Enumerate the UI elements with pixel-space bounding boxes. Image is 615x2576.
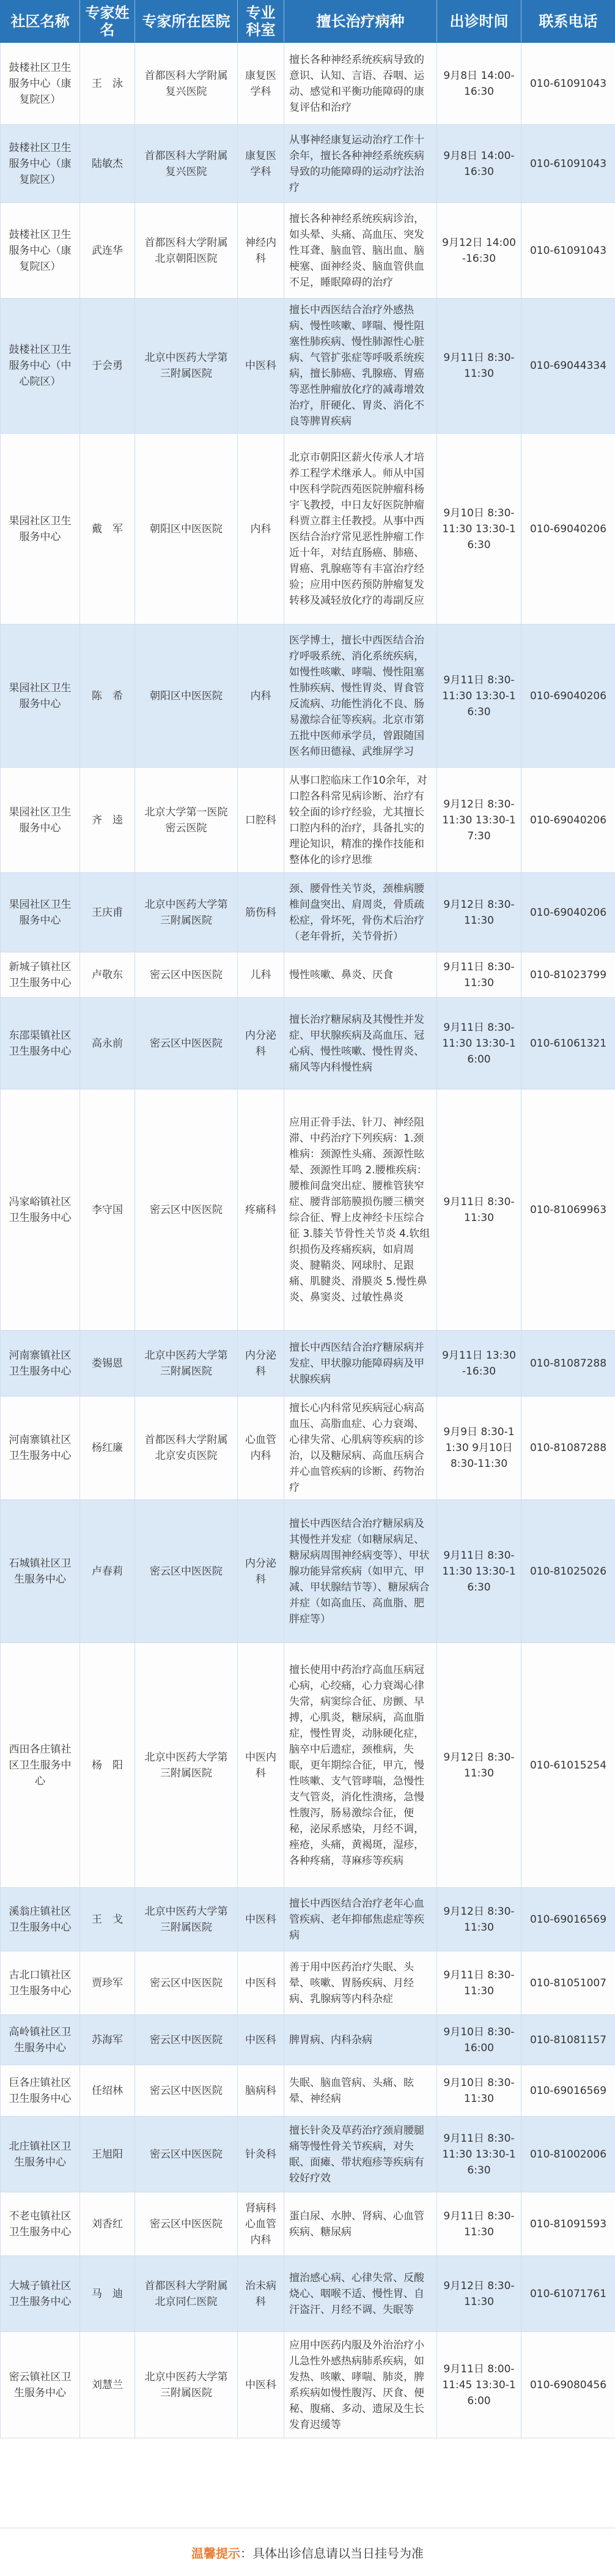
cell-center: 新城子镇社区卫生服务中心 xyxy=(1,952,80,998)
cell-specialty: 慢性咳嗽、鼻炎、厌食 xyxy=(284,952,437,998)
cell-center: 河南寨镇社区卫生服务中心 xyxy=(1,1397,80,1500)
table-row xyxy=(1,2256,615,2332)
cell-hospital: 首都医科大学附属北京朝阳医院 xyxy=(135,203,238,299)
cell-hospital: 密云区中医医院 xyxy=(135,1500,238,1643)
cell-center: 溪翁庄镇社区卫生服务中心 xyxy=(1,1888,80,1951)
cell-hospital: 北京中医药大学第三附属医院 xyxy=(135,1643,238,1888)
cell-phone: 010-69040206 xyxy=(521,873,615,952)
cell-phone: 010-69016569 xyxy=(521,1888,615,1951)
cell-dept: 康复医学科 xyxy=(238,43,284,125)
cell-hospital: 密云区中医医院 xyxy=(135,1089,238,1331)
cell-dept: 治未病科 xyxy=(238,2256,284,2332)
cell-phone: 010-61091043 xyxy=(521,43,615,125)
cell-phone: 010-69040206 xyxy=(521,434,615,625)
cell-dept: 中医科 xyxy=(238,2015,284,2065)
cell-phone: 010-69040206 xyxy=(521,625,615,768)
cell-time: 9月12日 8:30-11:30 13:30-17:30 xyxy=(437,768,521,873)
cell-specialty: 蛋白尿、水肿、肾病、心血管疾病、糖尿病 xyxy=(284,2192,437,2256)
cell-phone: 010-81091593 xyxy=(521,2192,615,2256)
cell-hospital: 北京中医药大学第三附属医院 xyxy=(135,1888,238,1951)
cell-dept: 疼痛科 xyxy=(238,1089,284,1331)
table-row xyxy=(1,1643,615,1888)
cell-center: 果园社区卫生服务中心 xyxy=(1,434,80,625)
table-row xyxy=(1,2332,615,2438)
cell-name: 苏海军 xyxy=(80,2015,135,2065)
cell-name: 陈 希 xyxy=(80,625,135,768)
table-row xyxy=(1,1500,615,1643)
cell-hospital: 首都医科大学附属复兴医院 xyxy=(135,43,238,125)
cell-dept: 康复医学科 xyxy=(238,125,284,203)
cell-time: 9月11日 8:30-11:30 xyxy=(437,1951,521,2015)
cell-time: 9月12日 8:30-11:30 xyxy=(437,1643,521,1888)
cell-specialty: 擅长中西医结合治疗糖尿病及其慢性并发症（如糖尿病足、糖尿病周围神经病变等）、甲状腺功能异常疾病（如甲亢、甲减、甲状腺结节等）、糖尿病合并症（如高血压、高血脂、肥胖症等） xyxy=(284,1500,437,1643)
tip-label: 温馨提示 xyxy=(191,2544,240,2561)
cell-time: 9月8日 14:00-16:30 xyxy=(437,125,521,203)
cell-center: 果园社区卫生服务中心 xyxy=(1,768,80,873)
cell-phone: 010-81087288 xyxy=(521,1331,615,1397)
cell-name: 王旭阳 xyxy=(80,2117,135,2192)
cell-name: 武连华 xyxy=(80,203,135,299)
cell-specialty: 脾胃病、内科杂病 xyxy=(284,2015,437,2065)
cell-phone: 010-69044334 xyxy=(521,299,615,434)
cell-hospital: 密云区中医医院 xyxy=(135,952,238,998)
cell-name: 陆敏杰 xyxy=(80,125,135,203)
cell-hospital: 北京中医药大学第三附属医院 xyxy=(135,1331,238,1397)
cell-center: 北庄镇社区卫生服务中心 xyxy=(1,2117,80,2192)
cell-name: 卢春莉 xyxy=(80,1500,135,1643)
cell-name: 贾珍军 xyxy=(80,1951,135,2015)
cell-center: 果园社区卫生服务中心 xyxy=(1,625,80,768)
cell-center: 东邵渠镇社区卫生服务中心 xyxy=(1,998,80,1089)
cell-time: 9月10日 8:30-16:00 xyxy=(437,2015,521,2065)
cell-dept: 中医内科 xyxy=(238,1643,284,1888)
table-row xyxy=(1,768,615,873)
cell-dept: 中医科 xyxy=(238,299,284,434)
cell-time: 9月11日 8:00-11:45 13:30-16:00 xyxy=(437,2332,521,2438)
cell-specialty: 擅长针灸及草药治疗颈肩腰腿痛等慢性骨关节疾病，对失眠、面瘫、带状疱疹等疾病有较好疗效 xyxy=(284,2117,437,2192)
cell-hospital: 首都医科大学附属复兴医院 xyxy=(135,125,238,203)
cell-dept: 针灸科 xyxy=(238,2117,284,2192)
cell-center: 古北口镇社区卫生服务中心 xyxy=(1,1951,80,2015)
cell-dept: 内分泌科 xyxy=(238,1331,284,1397)
cell-phone: 010-61015254 xyxy=(521,1643,615,1888)
cell-dept: 内分泌科 xyxy=(238,1500,284,1643)
cell-name: 王 戈 xyxy=(80,1888,135,1951)
cell-hospital: 密云区中医医院 xyxy=(135,2015,238,2065)
cell-specialty: 应用正骨手法、针刀、神经阻滞、中药治疗下列疾病：1.颈椎病：颈源性头痛、颈源性眩晕、颈源性耳鸣 2.腰椎疾病：腰椎间盘突出症、腰椎管狭窄症、腰背部筋膜损伤腰三横突综合征、臀上皮神经卡压综合征 3.膝关节骨性关节炎 4.软组织损伤及疼痛疾病，如肩周炎、腱鞘炎、网球肘、足跟痛、肌腱炎、滑膜炎 5.慢性鼻炎、鼻窦炎、过敏性鼻炎 xyxy=(284,1089,437,1331)
cell-time: 9月10日 8:30-11:30 13:30-16:30 xyxy=(437,434,521,625)
cell-name: 刘慧兰 xyxy=(80,2332,135,2438)
cell-name: 刘香红 xyxy=(80,2192,135,2256)
cell-name: 高永前 xyxy=(80,998,135,1089)
cell-hospital: 密云区中医医院 xyxy=(135,2192,238,2256)
cell-center: 石城镇社区卫生服务中心 xyxy=(1,1500,80,1643)
cell-center: 河南寨镇社区卫生服务中心 xyxy=(1,1331,80,1397)
cell-specialty: 北京市朝阳区薪火传承人才培养工程学术继承人。师从中国中医科学院西苑医院肿瘤科杨宇飞教授，中日友好医院肿瘤科贾立群主任教授。从事中西医结合治疗常见恶性肿瘤工作近十年，对结直肠癌、肺癌、胃癌、乳腺癌等有丰富治疗经验；应用中医药预防肿瘤复发转移及减轻放化疗的毒副反应 xyxy=(284,434,437,625)
cell-specialty: 擅长治疗糖尿病及其慢性并发症、甲状腺疾病及高血压、冠心病、慢性咳嗽、慢性胃炎、痛风等内科慢性病 xyxy=(284,998,437,1089)
cell-specialty: 擅长各种神经系统疾病诊治，如头晕、头痛、高血压、突发性耳聋、脑血管、脑出血、脑梗塞、面神经炎、脑血管供血不足，睡眠障碍的治疗 xyxy=(284,203,437,299)
cell-time: 9月11日 8:30-11:30 xyxy=(437,2192,521,2256)
cell-name: 王庆甫 xyxy=(80,873,135,952)
header-time: 出诊时间 xyxy=(437,1,521,43)
cell-dept: 脑病科 xyxy=(238,2065,284,2117)
cell-dept: 肾病科 心血管内科 xyxy=(238,2192,284,2256)
cell-phone: 010-81081157 xyxy=(521,2015,615,2065)
cell-name: 杨 阳 xyxy=(80,1643,135,1888)
cell-hospital: 首都医科大学附属北京同仁医院 xyxy=(135,2256,238,2332)
cell-phone: 010-61071761 xyxy=(521,2256,615,2332)
cell-specialty: 应用中医药内服及外治治疗小儿急性外感热病肺系疾病，如发热、咳嗽、哮喘、肺炎，脾系疾病如慢性腹泻、厌食、便秘、腹痛、多动、遗尿及生长发育迟缓等 xyxy=(284,2332,437,2438)
cell-name: 齐 逵 xyxy=(80,768,135,873)
cell-time: 9月11日 8:30-11:30 xyxy=(437,1089,521,1331)
header-dept: 专业科室 xyxy=(238,1,284,43)
cell-hospital: 北京中医药大学第三附属医院 xyxy=(135,299,238,434)
cell-time: 9月9日 8:30-11:30 9月10日 8:30-11:30 xyxy=(437,1397,521,1500)
cell-hospital: 朝阳区中医医院 xyxy=(135,434,238,625)
cell-specialty: 擅长中西医结合治疗老年心血管疾病、老年抑郁焦虑症等疾病 xyxy=(284,1888,437,1951)
table-row xyxy=(1,873,615,952)
cell-hospital: 首都医科大学附属北京安贞医院 xyxy=(135,1397,238,1500)
header-center: 社区名称 xyxy=(1,1,80,43)
cell-specialty: 擅治感心病、心律失常、反酸烧心、咽喉不适、慢性胃、自汗盗汗、月经不调、失眠等 xyxy=(284,2256,437,2332)
cell-center: 巨各庄镇社区卫生服务中心 xyxy=(1,2065,80,2117)
cell-name: 于会勇 xyxy=(80,299,135,434)
table-row xyxy=(1,125,615,203)
cell-dept: 中医科 xyxy=(238,2332,284,2438)
cell-phone: 010-69080456 xyxy=(521,2332,615,2438)
table-row xyxy=(1,625,615,768)
table-row xyxy=(1,1331,615,1397)
cell-dept: 儿科 xyxy=(238,952,284,998)
table-row xyxy=(1,203,615,299)
cell-time: 9月11日 8:30-11:30 13:30-16:30 xyxy=(437,625,521,768)
table-row xyxy=(1,434,615,625)
cell-phone: 010-61091043 xyxy=(521,125,615,203)
table-row xyxy=(1,2192,615,2256)
cell-name: 马 迪 xyxy=(80,2256,135,2332)
table-body xyxy=(1,43,615,2438)
cell-phone: 010-61091043 xyxy=(521,203,615,299)
cell-phone: 010-81087288 xyxy=(521,1397,615,1500)
cell-dept: 神经内科 xyxy=(238,203,284,299)
cell-time: 9月12日 8:30-11:30 xyxy=(437,1888,521,1951)
cell-center: 果园社区卫生服务中心 xyxy=(1,873,80,952)
footer-tip xyxy=(0,2528,615,2576)
table-row xyxy=(1,1089,615,1331)
cell-specialty: 善于用中医药治疗失眠、头晕、咳嗽、胃肠疾病、月经病、乳腺病等内科杂症 xyxy=(284,1951,437,2015)
cell-time: 9月8日 14:00-16:30 xyxy=(437,43,521,125)
cell-center: 鼓楼社区卫生服务中心（康复院区） xyxy=(1,203,80,299)
cell-time: 9月11日 13:30-16:30 xyxy=(437,1331,521,1397)
cell-time: 9月11日 8:30-11:30 13:30-16:00 xyxy=(437,998,521,1089)
cell-phone: 010-81023799 xyxy=(521,952,615,998)
cell-phone: 010-69016569 xyxy=(521,2065,615,2117)
cell-hospital: 朝阳区中医医院 xyxy=(135,625,238,768)
tip-text: ：具体出诊信息请以当日挂号为准 xyxy=(240,2544,424,2561)
cell-phone: 010-81002006 xyxy=(521,2117,615,2192)
cell-name: 娄锡恩 xyxy=(80,1331,135,1397)
cell-dept: 内分泌科 xyxy=(238,998,284,1089)
cell-specialty: 擅长使用中药治疗高血压病冠心病，心绞痛，心力衰竭心律失常，病窦综合征、房颤、早搏，心肌炎，糖尿病，高血脂症，慢性胃炎，动脉硬化症，脑卒中后遗症，颈椎病，失眠，更年期综合征，甲亢，慢性咳嗽、支气管哮喘，急慢性支气管炎，消化性溃疡，急慢性腹泻，肠易激综合征，便秘，泌尿系感染，月经不调，痤疮，头痛，黄褐斑，湿疹，各种疼痛，荨麻疹等疾病 xyxy=(284,1643,437,1888)
cell-time: 9月10日 8:30-11:30 xyxy=(437,2065,521,2117)
cell-dept: 内科 xyxy=(238,434,284,625)
cell-name: 杨红廉 xyxy=(80,1397,135,1500)
cell-specialty: 颈、腰骨性关节炎，颈椎病腰椎间盘突出、肩周炎，骨质疏松症，骨坏死，骨伤术后治疗（老年骨折，关节骨折） xyxy=(284,873,437,952)
cell-dept: 心血管内科 xyxy=(238,1397,284,1500)
cell-hospital: 密云区中医医院 xyxy=(135,2065,238,2117)
cell-name: 卢敬东 xyxy=(80,952,135,998)
cell-hospital: 密云区中医医院 xyxy=(135,2117,238,2192)
cell-hospital: 密云区中医医院 xyxy=(135,998,238,1089)
cell-dept: 内科 xyxy=(238,625,284,768)
table-header xyxy=(1,1,615,43)
cell-dept: 筋伤科 xyxy=(238,873,284,952)
table-row xyxy=(1,1951,615,2015)
cell-phone: 010-81051007 xyxy=(521,1951,615,2015)
cell-specialty: 擅长各种神经系统疾病导致的意识、认知、言语、吞咽、运动、感觉和平衡功能障碍的康复评估和治疗 xyxy=(284,43,437,125)
cell-phone: 010-69040206 xyxy=(521,768,615,873)
cell-hospital: 北京中医药大学第三附属医院 xyxy=(135,2332,238,2438)
cell-time: 9月12日 14:00-16:30 xyxy=(437,203,521,299)
table-row xyxy=(1,2065,615,2117)
cell-time: 9月11日 8:30-11:30 xyxy=(437,299,521,434)
table-row xyxy=(1,1397,615,1500)
cell-hospital: 北京中医药大学第三附属医院 xyxy=(135,873,238,952)
header-specialty: 擅长治疗病种 xyxy=(284,1,437,43)
cell-specialty: 擅长中西医结合治疗糖尿病并发症、甲状腺功能障碍病及甲状腺疾病 xyxy=(284,1331,437,1397)
table-row xyxy=(1,2015,615,2065)
table-row xyxy=(1,299,615,434)
cell-specialty: 擅长心内科常见疾病冠心病高血压、高脂血症、心力衰竭、心律失常、心肌病等疾病的诊治，以及糖尿病、高血压病合并心血管疾病的诊断、药物治疗 xyxy=(284,1397,437,1500)
cell-center: 鼓楼社区卫生服务中心（中心院区） xyxy=(1,299,80,434)
cell-name: 李守国 xyxy=(80,1089,135,1331)
cell-time: 9月11日 8:30-11:30 13:30-16:30 xyxy=(437,1500,521,1643)
cell-center: 高岭镇社区卫生服务中心 xyxy=(1,2015,80,2065)
cell-name: 王 泳 xyxy=(80,43,135,125)
table-row xyxy=(1,1888,615,1951)
cell-name: 戴 军 xyxy=(80,434,135,625)
cell-center: 鼓楼社区卫生服务中心（康复院区） xyxy=(1,43,80,125)
table-row xyxy=(1,2117,615,2192)
cell-dept: 中医科 xyxy=(238,1888,284,1951)
cell-time: 9月11日 8:30-11:30 xyxy=(437,952,521,998)
table-row xyxy=(1,43,615,125)
cell-dept: 口腔科 xyxy=(238,768,284,873)
cell-center: 西田各庄镇社区卫生服务中心 xyxy=(1,1643,80,1888)
cell-specialty: 从事口腔临床工作10余年，对口腔各科常见病诊断、治疗有较全面的诊疗经验，尤其擅长口腔内科的治疗，具备扎实的理论知识，精准的操作技能和整体化的诊疗思维 xyxy=(284,768,437,873)
cell-specialty: 从事神经康复运动治疗工作十余年，擅长各种神经系统疾病导致的功能障碍的运动疗法治疗 xyxy=(284,125,437,203)
cell-hospital: 密云区中医医院 xyxy=(135,1951,238,2015)
cell-specialty: 医学博士，擅长中西医结合治疗呼吸系统、消化系统疾病，如慢性咳嗽、哮喘、慢性阻塞性肺疾病、慢性胃炎、胃食管反流病、功能性消化不良、肠易激综合征等疾病。北京市第五批中医师承学员，曾跟随国医名师田德禄、武维屏学习 xyxy=(284,625,437,768)
cell-phone: 010-81025026 xyxy=(521,1500,615,1643)
cell-specialty: 失眠、脑血管病、头痛、眩晕、神经病 xyxy=(284,2065,437,2117)
cell-center: 密云镇社区卫生服务中心 xyxy=(1,2332,80,2438)
cell-time: 9月12日 8:30-11:30 xyxy=(437,2256,521,2332)
cell-center: 鼓楼社区卫生服务中心（康复院区） xyxy=(1,125,80,203)
cell-hospital: 北京大学第一医院密云医院 xyxy=(135,768,238,873)
cell-name: 任绍林 xyxy=(80,2065,135,2117)
table-row xyxy=(1,998,615,1089)
cell-phone: 010-81069963 xyxy=(521,1089,615,1331)
cell-center: 不老屯镇社区卫生服务中心 xyxy=(1,2192,80,2256)
header-phone: 联系电话 xyxy=(521,1,615,43)
cell-center: 冯家峪镇社区卫生服务中心 xyxy=(1,1089,80,1331)
cell-specialty: 擅长中西医结合治疗外感热病、慢性咳嗽、哮喘、慢性阻塞性肺疾病、慢性肺源性心脏病、气管扩张症等呼吸系统疾病，擅长肺癌、乳腺癌、胃癌等恶性肿瘤放化疗的减毒增效治疗，肝硬化、胃炎、消化不良等脾胃疾病 xyxy=(284,299,437,434)
cell-center: 大城子镇社区卫生服务中心 xyxy=(1,2256,80,2332)
table-row xyxy=(1,952,615,998)
cell-dept: 中医科 xyxy=(238,1951,284,2015)
header-hospital: 专家所在医院 xyxy=(135,1,238,43)
header-name: 专家姓名 xyxy=(80,1,135,43)
cell-phone: 010-61061321 xyxy=(521,998,615,1089)
cell-time: 9月11日 8:30-11:30 13:30-16:30 xyxy=(437,2117,521,2192)
cell-time: 9月12日 8:30-11:30 xyxy=(437,873,521,952)
